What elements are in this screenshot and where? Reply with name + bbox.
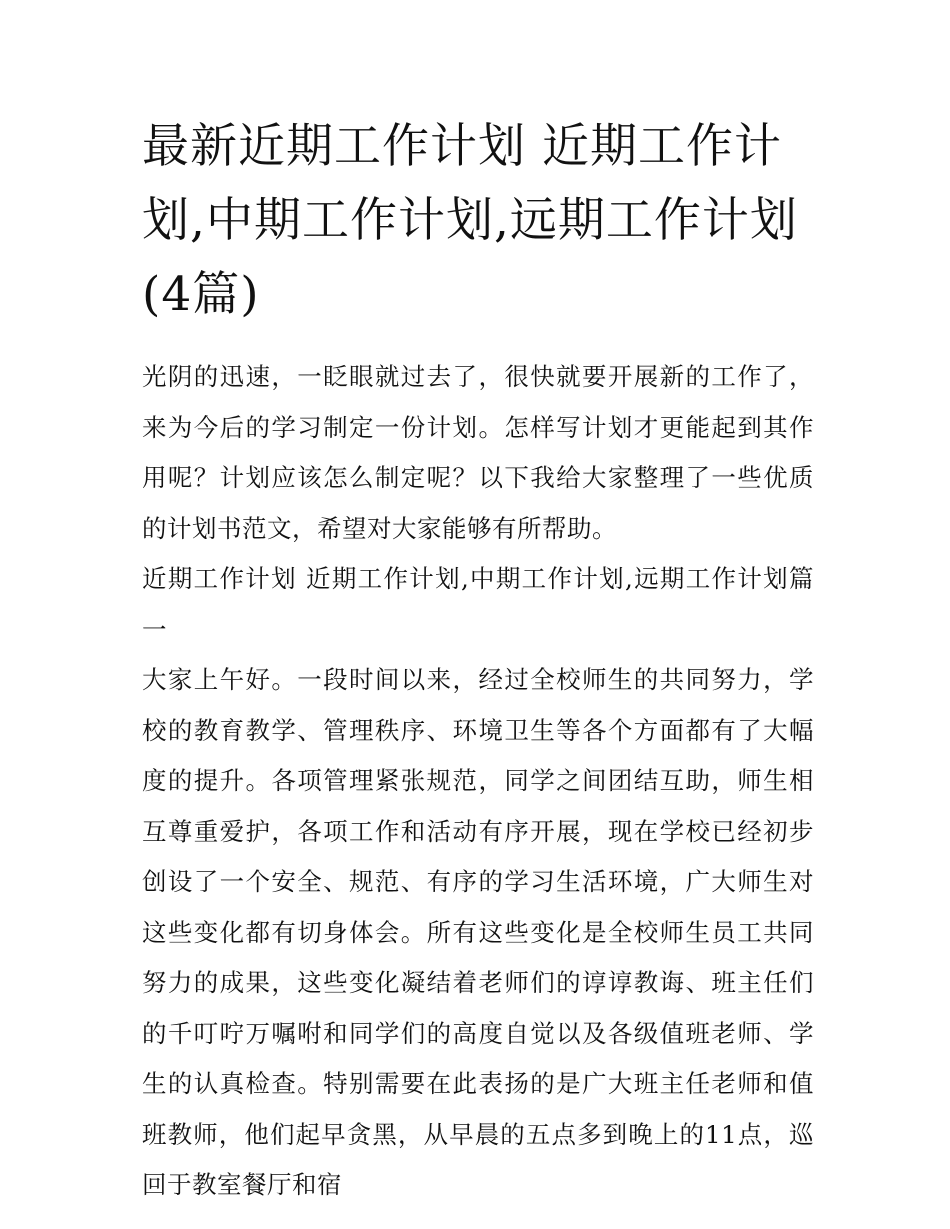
document-page [142, 110, 814, 1211]
document-title: 最新近期工作计划 近期工作计划,中期工作计划,远期工作计划(4篇) [142, 119, 798, 322]
intro-paragraph: 光阴的迅速，一眨眼就过去了，很快就要开展新的工作了，来为今后的学习制定一份计划。怎样写计划才更能起到其作用呢？计划应该怎么制定呢？以下我给大家整理了一些优质的计划书范文，希望对大家能够有所帮助。 [142, 362, 814, 543]
section-heading: 近期工作计划 近期工作计划,中期工作计划,远期工作计划篇一 [142, 564, 814, 644]
body-paragraph: 大家上午好。一段时间以来，经过全校师生的共同努力，学校的教育教学、管理秩序、环境卫生等各个方面都有了大幅度的提升。各项管理紧张规范，同学之间团结互助，师生相互尊重爱护，各项工作和活动有序开展，现在学校已经初步创设了一个安全、规范、有序的学习生活环境，广大师生对这些变化都有切身体会。所有这些变化是全校师生员工共同努力的成果，这些变化凝结着老师们的谆谆教诲、班主任们的千叮咛万嘱咐和同学们的高度自觉以及各级值班老师、学生的认真检查。特别需要在此表扬的是广大班主任老师和值班教师，他们起早贪黑，从早晨的五点多到晚上的11点，巡回于教室餐厅和宿 [142, 665, 814, 1199]
document-body [142, 352, 814, 1211]
